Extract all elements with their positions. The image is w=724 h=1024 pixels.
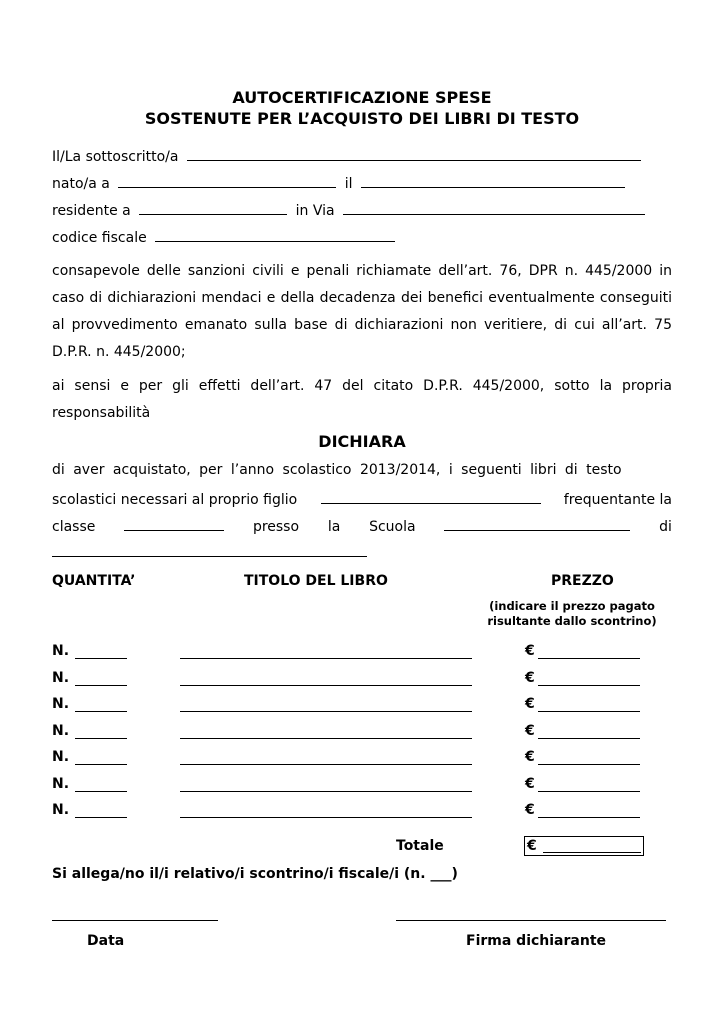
scuola-field[interactable] — [444, 516, 630, 531]
document-title-line1: AUTOCERTIFICAZIONE SPESE — [232, 88, 492, 107]
declaration-line2-end: frequentante la — [563, 492, 672, 508]
nato-luogo-field[interactable] — [118, 173, 336, 188]
nato-row — [52, 173, 625, 192]
il-label: il — [344, 176, 353, 192]
price-note-line1: (indicare il prezzo pagato — [489, 599, 655, 613]
via-field[interactable] — [343, 200, 645, 215]
declaration-line2-start: scolastici necessari al proprio figlio — [52, 492, 298, 508]
di-label: di — [659, 519, 672, 535]
firma-field[interactable] — [396, 920, 666, 921]
quantita-field[interactable] — [75, 791, 127, 792]
sottoscritto-label: Il/La sottoscritto/a — [52, 149, 179, 165]
paragraph-consapevole: consapevole delle sanzioni civili e penali richiamate dell’art. 76, DPR n. 445/2000 in caso di dichiarazioni mendaci e della decadenza dei benefici eventualmente conseguiti al provvedimento emanato sulla base di dichiarazioni non veritiere, di cui all’art. 75 D.P.R. n. 445/2000; — [52, 263, 672, 360]
prezzo-field[interactable] — [538, 711, 640, 712]
prezzo-field[interactable] — [538, 685, 640, 686]
figlio-field[interactable] — [321, 489, 541, 504]
quantita-header: QUANTITA’ — [52, 573, 136, 589]
prezzo-header: PREZZO — [551, 573, 614, 589]
titolo-field[interactable] — [180, 764, 472, 765]
titolo-field[interactable] — [180, 738, 472, 739]
price-note-line2: risultante dallo scontrino) — [487, 614, 657, 628]
declaration-line3-row — [52, 516, 672, 535]
totale-box[interactable] — [524, 836, 644, 856]
data-label: Data — [87, 933, 125, 949]
euro-icon: € — [525, 802, 535, 818]
codice-fiscale-row — [52, 227, 395, 246]
nato-label: nato/a a — [52, 176, 110, 192]
document-title-line2: SOSTENUTE PER L’ACQUISTO DEI LIBRI DI TESTO — [144, 109, 580, 128]
sottoscritto-row — [52, 146, 641, 165]
paragraph-sensi: ai sensi e per gli effetti dell’art. 47 del citato D.P.R. 445/2000, sotto la propria responsabilità — [52, 378, 672, 421]
la-label: la — [327, 519, 341, 535]
titolo-field[interactable] — [180, 817, 472, 818]
classe-label: classe — [52, 519, 96, 535]
euro-icon: € — [525, 722, 535, 739]
row-prefix: N. — [52, 643, 70, 659]
firma-label: Firma dichiarante — [466, 933, 607, 949]
prezzo-field[interactable] — [538, 738, 640, 739]
quantita-field[interactable] — [75, 817, 127, 818]
codice-fiscale-label: codice fiscale — [52, 230, 147, 246]
declaration-line2-row — [52, 489, 672, 508]
euro-icon: € — [525, 775, 535, 792]
row-prefix: N. — [52, 696, 70, 712]
totale-euro: € — [527, 838, 537, 854]
quantita-field[interactable] — [75, 685, 127, 686]
totale-label: Totale — [396, 838, 444, 854]
scuola-luogo-field[interactable] — [52, 556, 367, 557]
prezzo-field[interactable] — [538, 791, 640, 792]
quantita-field[interactable] — [75, 764, 127, 765]
euro-icon: € — [525, 696, 535, 712]
row-prefix: N. — [52, 722, 70, 739]
quantita-field[interactable] — [75, 711, 127, 712]
titolo-field[interactable] — [180, 791, 472, 792]
presso-label: presso — [252, 519, 300, 535]
residente-label: residente a — [52, 203, 131, 219]
prezzo-field[interactable] — [538, 764, 640, 765]
titolo-header: TITOLO DEL LIBRO — [244, 573, 388, 589]
prezzo-field[interactable] — [538, 817, 640, 818]
data-field[interactable] — [52, 920, 218, 921]
residente-row — [52, 200, 645, 219]
quantita-field[interactable] — [75, 738, 127, 739]
dichiara-heading: DICHIARA — [318, 432, 406, 451]
residente-field[interactable] — [139, 200, 287, 215]
row-prefix: N. — [52, 669, 70, 686]
euro-icon: € — [525, 749, 535, 765]
euro-icon: € — [525, 643, 535, 659]
via-label: in Via — [295, 203, 335, 219]
declaration-line1: di aver acquistato, per l’anno scolastico 2013/2014, i seguenti libri di testo — [52, 462, 622, 478]
row-prefix: N. — [52, 749, 70, 765]
quantita-field[interactable] — [75, 658, 127, 659]
allega-line: Si allega/no il/i relativo/i scontrino/i fiscale/i (n. ___) — [52, 866, 458, 882]
scuola-label: Scuola — [369, 519, 416, 535]
euro-icon: € — [525, 669, 535, 686]
row-prefix: N. — [52, 775, 70, 792]
nato-data-field[interactable] — [361, 173, 625, 188]
titolo-field[interactable] — [180, 658, 472, 659]
titolo-field[interactable] — [180, 711, 472, 712]
classe-field[interactable] — [124, 516, 224, 531]
prezzo-field[interactable] — [538, 658, 640, 659]
row-prefix: N. — [52, 802, 70, 818]
codice-fiscale-field[interactable] — [155, 227, 395, 242]
titolo-field[interactable] — [180, 685, 472, 686]
totale-field — [543, 852, 641, 853]
sottoscritto-field[interactable] — [187, 146, 641, 161]
declaration-line1-row — [52, 462, 672, 478]
